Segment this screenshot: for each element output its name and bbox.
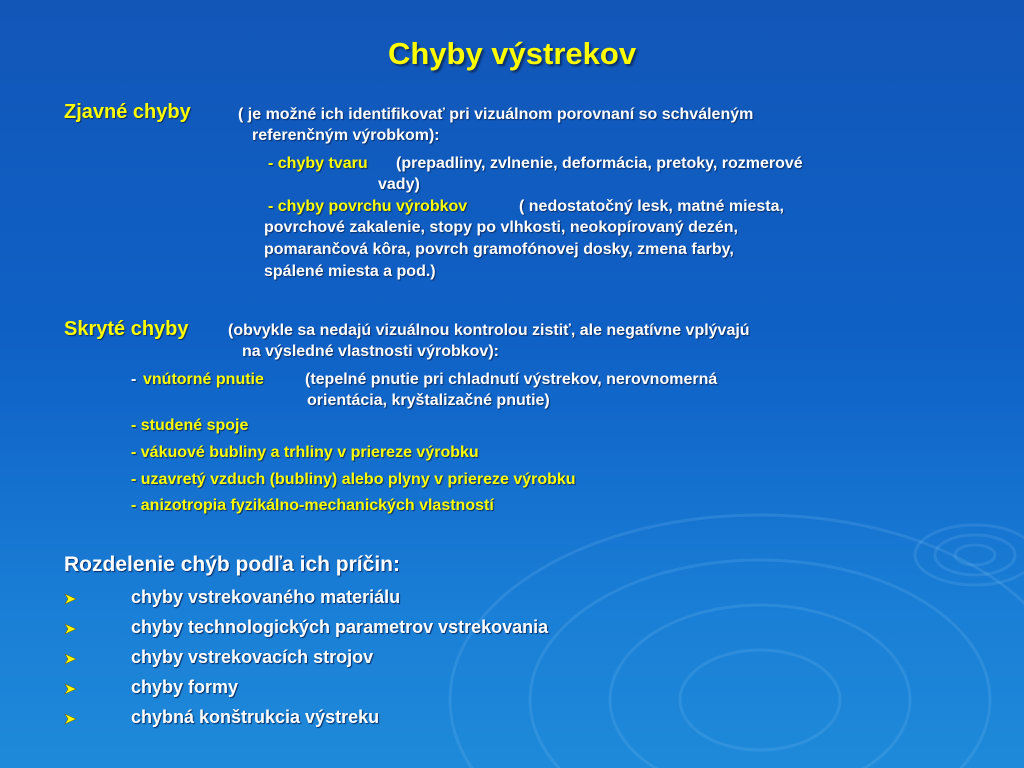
cause-item: chyby formy xyxy=(131,677,239,697)
surface-defects-desc-line3: pomarančová kôra, povrch gramofónovej dosky, zmena farby, xyxy=(264,241,734,258)
internal-stress-desc-line2: orientácia, kryštalizačné pnutie) xyxy=(307,392,550,409)
internal-stress-desc-line1: (tepelné pnutie pri chladnutí výstrekov, nerovnomerná xyxy=(305,371,718,388)
shape-defects-desc-line1: (prepadliny, zvlnenie, deformácia, pretoky, rozmerové xyxy=(396,155,803,172)
cause-item: chyby vstrekovacích strojov xyxy=(131,647,374,667)
hidden-defect-item: - anizotropia fyzikálno-mechanických vlastností xyxy=(131,497,494,514)
shape-defects-desc-line2: vady) xyxy=(378,176,420,193)
hidden-defect-item: - studené spoje xyxy=(131,417,249,434)
hidden-defect-item: - uzavretý vzduch (bubliny) alebo plyny v priereze výrobku xyxy=(131,471,576,488)
surface-defects-label: - chyby povrchu výrobkov xyxy=(268,198,468,215)
hidden-defects-heading: Skryté chyby xyxy=(64,318,189,340)
internal-stress-label: vnútorné pnutie xyxy=(143,371,264,388)
internal-stress-prefix: - xyxy=(131,371,137,388)
surface-defects-desc-line1: ( nedostatočný lesk, matné miesta, xyxy=(519,198,784,215)
arrow-bullet-icon xyxy=(64,683,78,695)
hidden-defects-paren-line2: na výsledné vlastnosti výrobkov): xyxy=(242,343,499,360)
arrow-bullet-icon xyxy=(64,653,78,665)
arrow-bullet-icon xyxy=(64,623,78,635)
cause-item: chyby vstrekovaného materiálu xyxy=(131,587,401,607)
slide-title: Chyby výstrekov xyxy=(387,36,637,71)
cause-item: chybná konštrukcia výstreku xyxy=(131,707,380,727)
hidden-defects-paren-line1: (obvykle sa nedajú vizuálnou kontrolou zistiť, ale negatívne vplývajú xyxy=(228,322,750,339)
cause-item: chyby technologických parametrov vstrekovania xyxy=(131,617,549,637)
visible-defects-heading: Zjavné chyby xyxy=(64,101,191,123)
visible-defects-paren-line1: ( je možné ich identifikovať pri vizuálnom porovnaní so schváleným xyxy=(238,106,754,123)
arrow-bullet-icon xyxy=(64,713,78,725)
shape-defects-label: - chyby tvaru xyxy=(268,155,368,172)
hidden-defect-item: - vákuové bubliny a trhliny v priereze výrobku xyxy=(131,444,479,461)
causes-heading: Rozdelenie chýb podľa ich príčin: xyxy=(64,553,400,576)
visible-defects-paren-line2: referenčným výrobkom): xyxy=(252,127,440,144)
arrow-bullet-icon xyxy=(64,593,78,605)
surface-defects-desc-line2: povrchové zakalenie, stopy po vlhkosti, neokopírovaný dezén, xyxy=(264,219,738,236)
surface-defects-desc-line4: spálené miesta a pod.) xyxy=(264,263,436,280)
